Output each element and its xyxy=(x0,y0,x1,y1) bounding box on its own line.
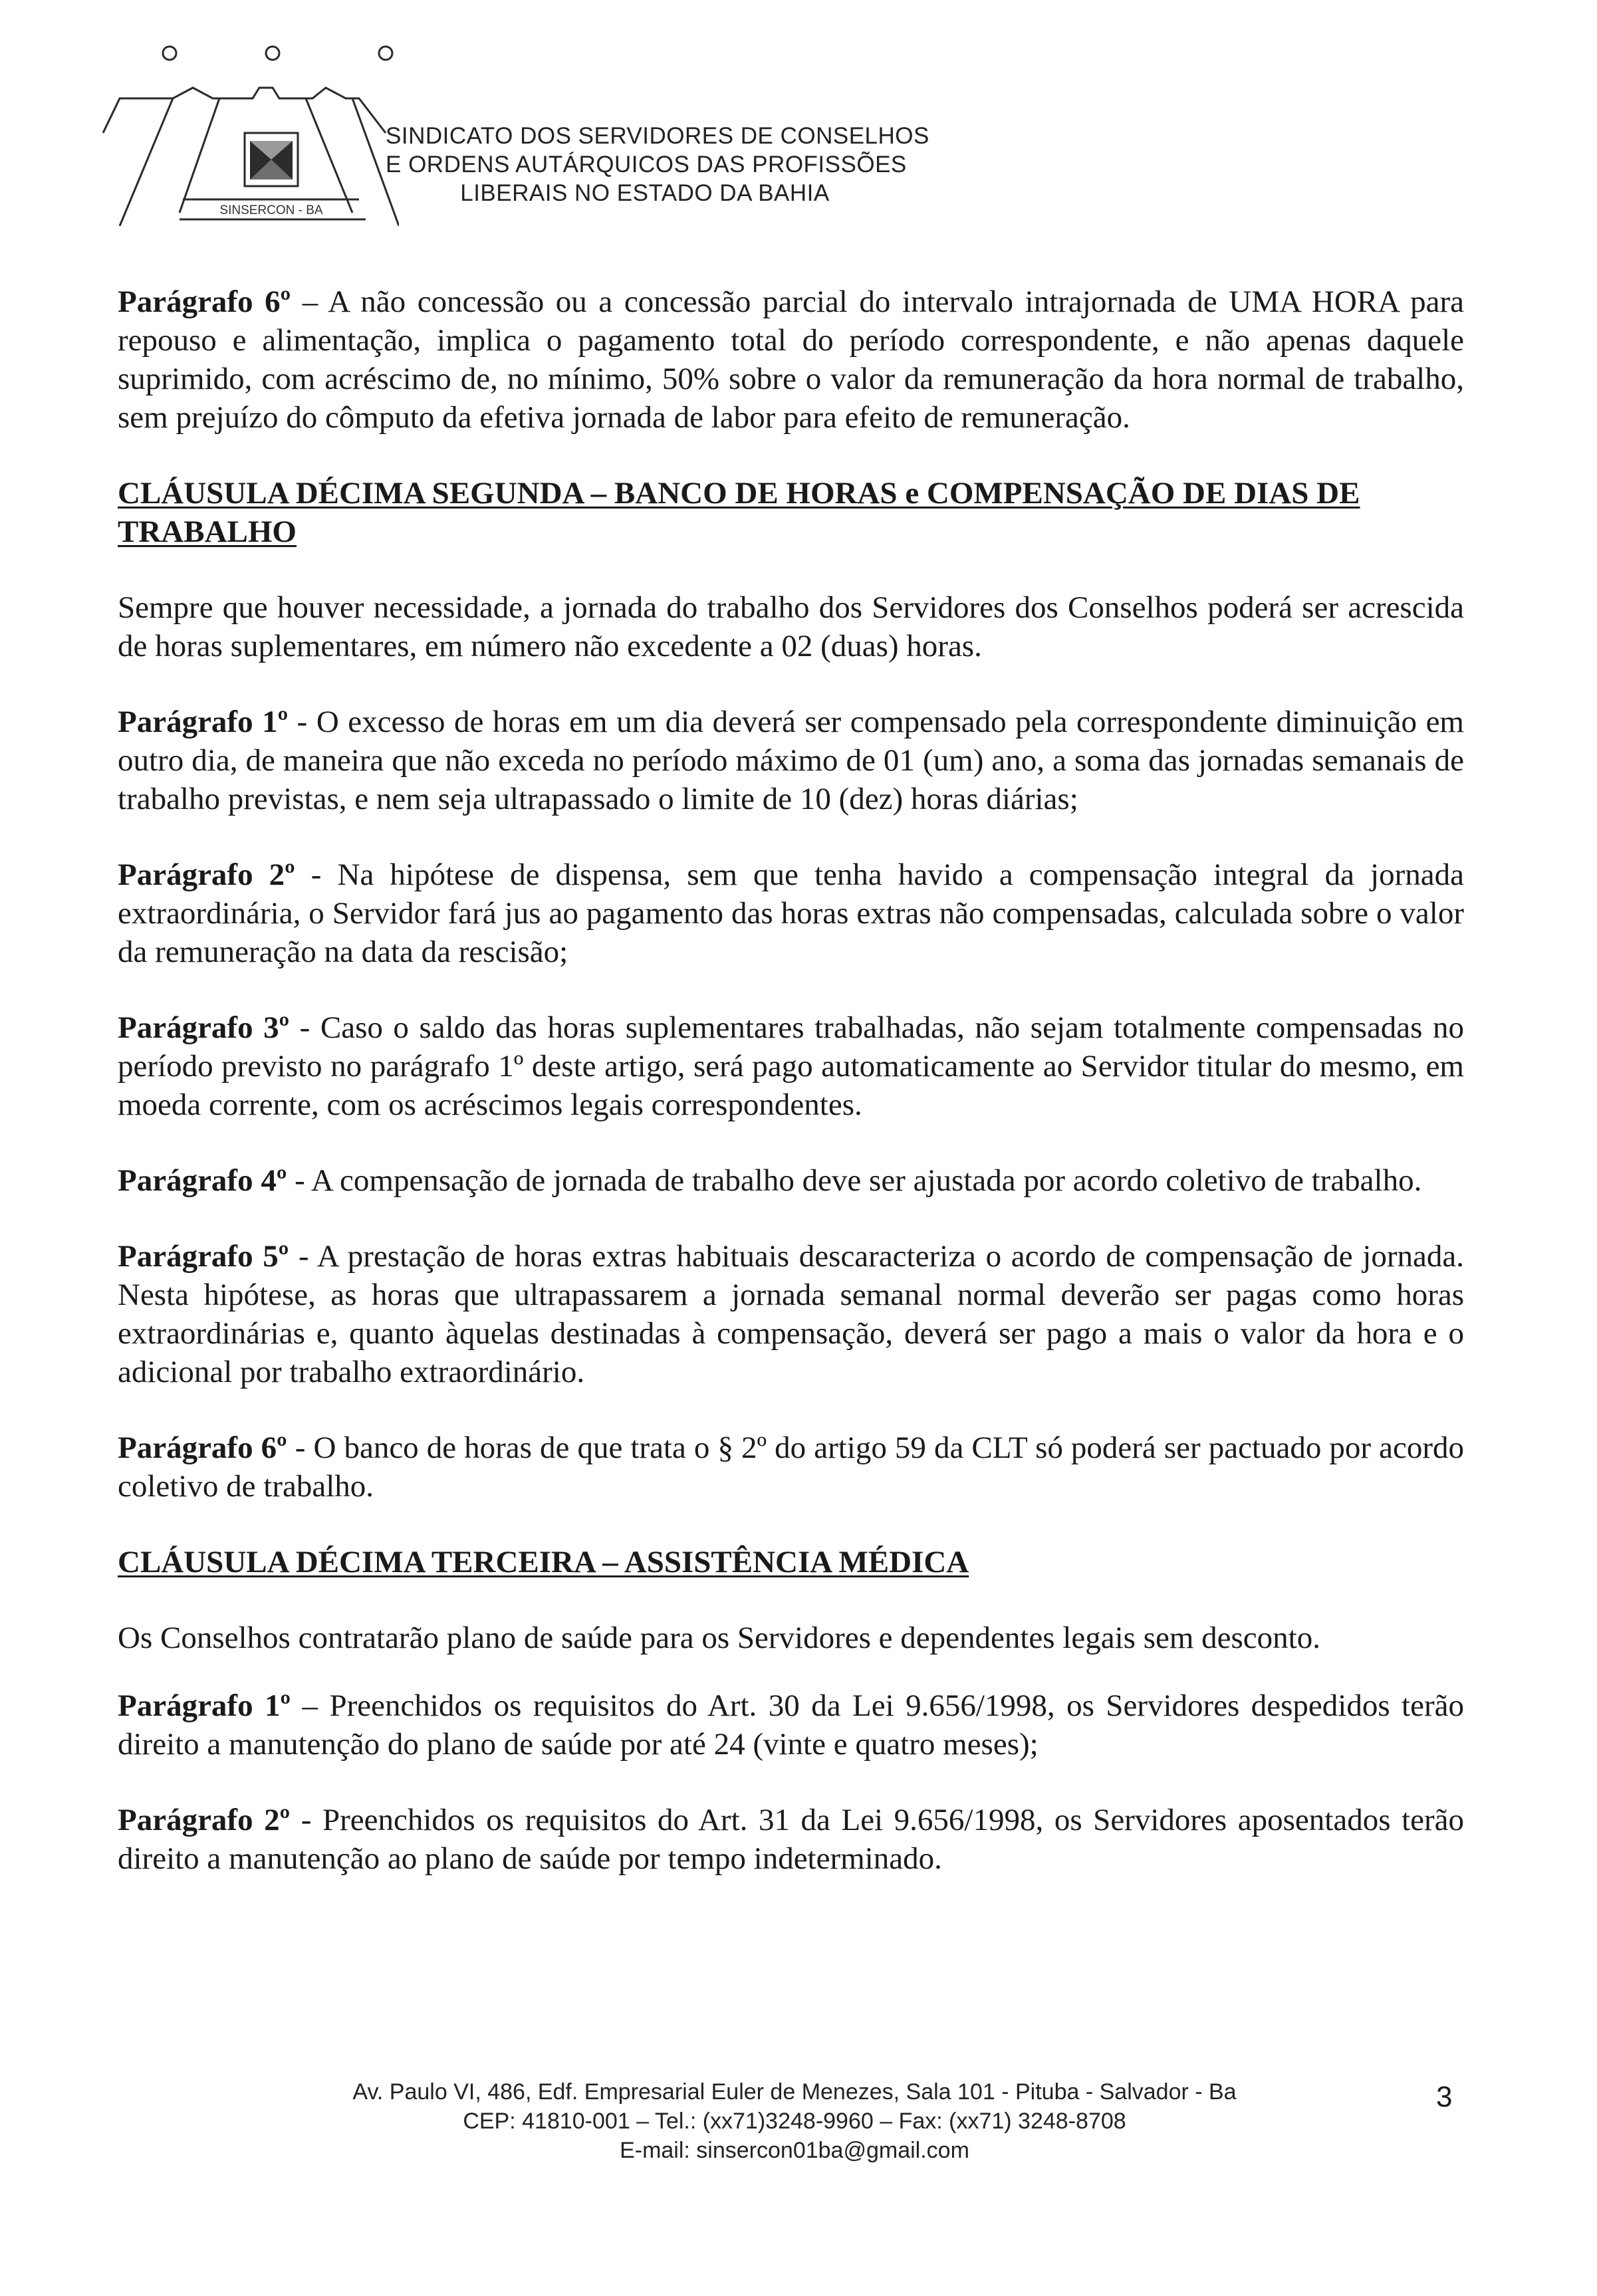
paragraph-text: A não concessão ou a concessão parcial do intervalo intrajornada de UMA HORA para repouso e alimentação, implica o pagamento total do período correspondente, e não apenas daquele suprimido, com acréscimo de, no mínimo, 50% sobre o valor da remuneração da hora normal de trabalho, sem prejuízo do cômputo da efetiva jornada de labor para efeito de remuneração. xyxy=(118,285,1464,435)
paragraph-label: Parágrafo 4º xyxy=(118,1163,287,1198)
organization-name-line-1: SINDICATO DOS SERVIDORES DE CONSELHOS xyxy=(386,123,929,149)
organization-name xyxy=(386,122,929,207)
organization-name-line-3: LIBERAIS NO ESTADO DA BAHIA xyxy=(460,180,830,206)
paragraph-separator: – xyxy=(291,1688,330,1723)
footer-address: Av. Paulo VI, 486, Edf. Empresarial Euler de Menezes, Sala 101 - Pituba - Salvador - Ba xyxy=(352,2079,1237,2105)
paragraph-label: Parágrafo 5º xyxy=(118,1239,289,1274)
paragraph-label: Parágrafo 3º xyxy=(118,1010,290,1045)
paragraph-text: O banco de horas de que trata o § 2º do artigo 59 da CLT só poderá ser pactuado por acordo coletivo de trabalho. xyxy=(118,1431,1464,1504)
paragraph-text: Preenchidos os requisitos do Art. 30 da Lei 9.656/1998, os Servidores despedidos terão direito a manutenção do plano de saúde por até 24 (vinte e quatro meses); xyxy=(118,1688,1464,1762)
footer-contact: CEP: 41810-001 – Tel.: (xx71)3248-9960 – Fax: (xx71) 3248-8708 xyxy=(463,2109,1126,2134)
paragraph-text: Na hipótese de dispensa, sem que tenha havido a compensação integral da jornada extraordinária, o Servidor fará jus ao pagamento das horas extras não compensadas, calculada sobre o valor da remuneração na data da rescisão; xyxy=(118,858,1464,969)
paragraph-separator: - xyxy=(290,1803,322,1837)
paragraph-separator: - xyxy=(288,705,316,739)
document-body xyxy=(118,283,1464,1915)
organization-name-line-2: E ORDENS AUTÁRQUICOS DAS PROFISSÕES xyxy=(386,152,907,177)
paragraph-label: Parágrafo 2º xyxy=(118,858,295,892)
paragraph-separator: - xyxy=(289,1239,317,1274)
paragraph-separator: – xyxy=(291,285,328,319)
paragraph-block xyxy=(118,1619,1464,1657)
paragraph-block xyxy=(118,856,1464,971)
paragraph-separator: - xyxy=(287,1163,311,1198)
paragraph-block xyxy=(118,1161,1464,1200)
paragraph-text: A prestação de horas extras habituais descaracteriza o acordo de compensação de jornada. Nesta hipótese, as horas que ultrapassarem a jornada semanal normal deverão ser pagas como horas extraordinárias e, quanto àquelas destinadas à compensação, deverá ser pago a mais o valor da hora e o adicional por trabalho extraordinário. xyxy=(118,1239,1464,1389)
logo-text: SINSERCON - BA xyxy=(219,203,323,217)
paragraph-label: Parágrafo 6º xyxy=(118,285,291,319)
paragraph-separator: - xyxy=(289,1010,320,1045)
paragraph-label: Parágrafo 1º xyxy=(118,705,289,739)
paragraph-block xyxy=(118,283,1464,437)
paragraph-label: Parágrafo 6º xyxy=(118,1431,287,1465)
paragraph-text: A compensação de jornada de trabalho deve ser ajustada por acordo coletivo de trabalho. xyxy=(310,1163,1422,1198)
paragraph-block xyxy=(118,1686,1464,1764)
paragraph-text: Caso o saldo das horas suplementares trabalhadas, não sejam totalmente compensadas no período previsto no parágrafo 1º deste artigo, será pago automaticamente ao Servidor titular do mesmo, em moeda corrente, com os acréscimos legais correspondentes. xyxy=(118,1010,1464,1122)
paragraph-separator: - xyxy=(287,1431,314,1465)
clause-heading: CLÁUSULA DÉCIMA SEGUNDA – BANCO DE HORAS e COMPENSAÇÃO DE DIAS DE TRABALHO xyxy=(118,476,1360,549)
clause-heading: CLÁUSULA DÉCIMA TERCEIRA – ASSISTÊNCIA MÉDICA xyxy=(118,1545,969,1579)
page-footer xyxy=(279,2077,1310,2165)
paragraph-block xyxy=(118,1429,1464,1506)
paragraph-text: Sempre que houver necessidade, a jornada do trabalho dos Servidores dos Conselhos poderá ser acrescida de horas suplementares, em número não excedente a 02 (duas) horas. xyxy=(118,590,1464,663)
paragraph-label: Parágrafo 1º xyxy=(118,1688,291,1723)
paragraph-block xyxy=(118,1801,1464,1878)
paragraph-block xyxy=(118,1008,1464,1124)
paragraph-block xyxy=(118,1237,1464,1391)
paragraph-text: O excesso de horas em um dia deverá ser compensado pela correspondente diminuição em outro dia, de maneira que não exceda no período máximo de 01 (um) ano, a soma das jornadas semanais de trabalho previstas, e nem seja ultrapassado o limite de 10 (dez) horas diárias; xyxy=(118,705,1464,816)
paragraph-block xyxy=(118,703,1464,818)
page-number: 3 xyxy=(1436,2081,1453,2113)
paragraph-block xyxy=(118,588,1464,665)
paragraph-text: Preenchidos os requisitos do Art. 31 da Lei 9.656/1998, os Servidores aposentados terão direito a manutenção ao plano de saúde por tempo indeterminado. xyxy=(118,1803,1465,1876)
paragraph-separator: - xyxy=(295,858,338,892)
paragraph-text: Os Conselhos contratarão plano de saúde para os Servidores e dependentes legais sem desconto. xyxy=(118,1621,1320,1655)
sinsercon-logo xyxy=(93,27,399,226)
footer-email: E-mail: sinsercon01ba@gmail.com xyxy=(620,2138,969,2163)
paragraph-label: Parágrafo 2º xyxy=(118,1803,291,1837)
